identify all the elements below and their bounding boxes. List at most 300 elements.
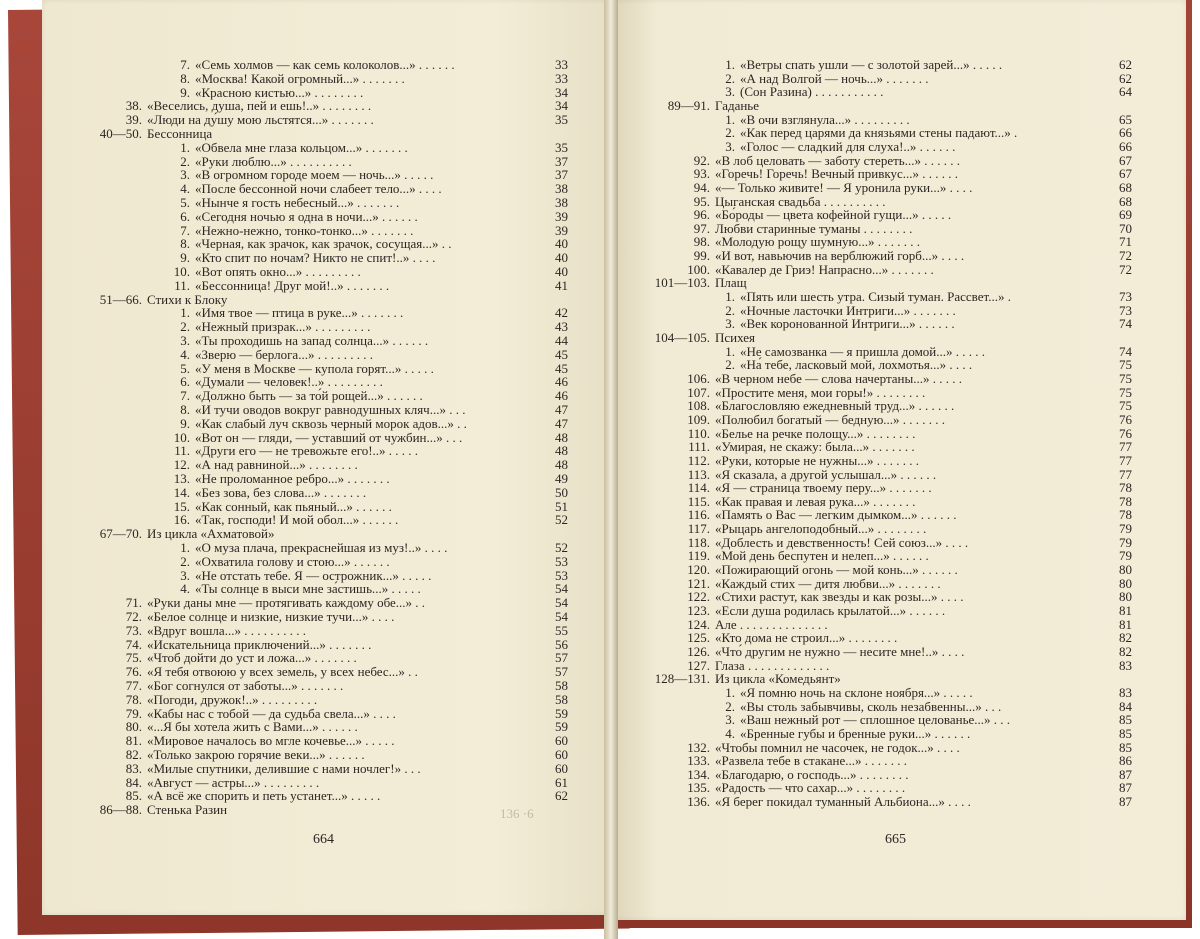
toc-entry-page: 50 bbox=[555, 484, 568, 500]
toc-entry-title: «Я сказала, а другой услышал...» . . . . . . bbox=[715, 466, 937, 482]
toc-entry-number: 83. bbox=[125, 760, 142, 776]
toc-entry-title: «Бренные губы и бренные руки...» . . . . . . bbox=[740, 725, 971, 741]
toc-entry-page: 80 bbox=[1119, 589, 1132, 605]
toc-entry-page: 53 bbox=[555, 567, 568, 583]
toc-entry-number: 3. bbox=[725, 316, 735, 332]
toc-entry-number: 71. bbox=[125, 595, 142, 611]
toc-entry-page: 58 bbox=[555, 691, 568, 707]
toc-entry-number: 15. bbox=[173, 498, 190, 514]
toc-entry-page: 76 bbox=[1119, 425, 1132, 441]
toc-entry-page: 37 bbox=[555, 153, 568, 169]
toc-entry-number: 132. bbox=[687, 739, 710, 755]
toc-entry-title: «Молодую рощу шумную...» . . . . . . . bbox=[715, 234, 920, 250]
toc-entry-number: 1. bbox=[725, 343, 735, 359]
toc-entry-number: 75. bbox=[125, 650, 142, 666]
toc-entry-title: Гаданье bbox=[715, 97, 760, 113]
toc-entry-number: 112. bbox=[687, 452, 710, 468]
book-gutter bbox=[604, 0, 618, 939]
toc-entry-title: «Благословляю ежедневный труд...» . . . . . . bbox=[715, 398, 955, 414]
toc-entry-page: 48 bbox=[555, 443, 568, 459]
toc-entry-number: 1. bbox=[180, 139, 190, 155]
toc-entry-page: 59 bbox=[555, 705, 568, 721]
toc-entry-title: «Должно быть — за то́й рощей...» . . . . . . bbox=[195, 388, 423, 404]
toc-entry-number: 126. bbox=[687, 643, 710, 659]
toc-entry-title: «Ты солнце в выси мне за́стишь...» . . . . . bbox=[195, 581, 421, 597]
toc-entry-number: 8. bbox=[180, 236, 190, 252]
toc-entry-page: 42 bbox=[555, 305, 568, 321]
toc-entry-title: «Август — астры...» . . . . . . . . . bbox=[147, 774, 320, 790]
toc-entry-number: 80. bbox=[125, 719, 142, 735]
toc-entry-title: «А над Волгой — ночь...» . . . . . . . bbox=[740, 70, 929, 86]
toc-entry-page: 64 bbox=[1119, 84, 1132, 100]
toc-entry-title: «В огромном городе моем — ночь...» . . . . . bbox=[195, 167, 434, 183]
toc-entry-page: 46 bbox=[555, 374, 568, 390]
toc-entry-title: Стихи к Блоку bbox=[147, 291, 228, 307]
toc-entry-page: 40 bbox=[555, 264, 568, 279]
toc-entry-number: 4. bbox=[180, 181, 190, 197]
toc-entry-title: «Что́ другим не нужно — несите мне!..» . . . . bbox=[715, 643, 965, 659]
toc-entry-number: 12. bbox=[173, 457, 190, 473]
toc-entry-title: «Ночные ласточки Интриги...» . . . . . . . bbox=[740, 302, 956, 318]
toc-entry-title: «Я помню ночь на склоне ноября...» . . . . . bbox=[740, 684, 973, 700]
toc-entry-page: 75 bbox=[1119, 370, 1132, 386]
toc-entry-title: Плащ bbox=[715, 275, 747, 291]
toc-entry-title: «Ваш нежный рот — сплошное целованье...» . . . bbox=[740, 712, 1011, 728]
toc-entry-number: 13. bbox=[173, 471, 190, 486]
toc-entry-number: 4. bbox=[180, 346, 190, 362]
toc-entry-title: «Чтобы помнил не часочек, не годок...» . . . . bbox=[715, 739, 960, 755]
toc-entry-page: 84 bbox=[1119, 698, 1132, 714]
toc-entry-title: «Вдруг вошла...» . . . . . . . . . . bbox=[147, 622, 306, 638]
toc-entry-title: «О муза плача, прекраснейшая из муз!..» . . . . bbox=[195, 540, 448, 555]
toc-entry-title: «Охватила голову и стою...» . . . . . . bbox=[195, 553, 390, 569]
toc-entry-number: 119. bbox=[687, 548, 710, 564]
toc-entry-title: «Если душа родилась крылатой...» . . . . . . bbox=[715, 603, 946, 618]
toc-entry-title: «Ты проходишь на запад солнца...» . . . . . . bbox=[195, 333, 429, 348]
toc-entry-page: 72 bbox=[1119, 261, 1132, 277]
toc-entry-number: 100. bbox=[687, 261, 710, 277]
toc-entry-title: «Без зова, без слова...» . . . . . . . bbox=[195, 484, 367, 500]
toc-entry-number: 2. bbox=[725, 302, 735, 318]
toc-entry-number: 9. bbox=[180, 250, 190, 266]
toc-entry-number: 2. bbox=[180, 319, 190, 335]
toc-entry-title: «Как слабый луч сквозь черный морок адов...» . . bbox=[195, 415, 467, 431]
toc-entry-page: 43 bbox=[555, 319, 568, 335]
toc-entry-number: 85. bbox=[125, 788, 142, 804]
toc-entry bbox=[72, 802, 568, 818]
toc-entry-page: 51 bbox=[555, 498, 568, 514]
toc-entry-title: «Стихи растут, как звезды и как розы...» . . . . bbox=[715, 589, 964, 605]
toc-entry-title: Бессонница bbox=[147, 126, 213, 141]
toc-entry-title: «Век коронованной Интриги...» . . . . . . bbox=[740, 316, 955, 332]
toc-entry-page: 58 bbox=[555, 678, 568, 693]
toc-entry-title: «На́ тебе, ласковый мой, лохмотья...» . . . . bbox=[740, 357, 973, 373]
toc-entry-title: «Только закрою горячие веки...» . . . . . . bbox=[147, 747, 365, 762]
toc-entry-number: 81. bbox=[125, 733, 142, 749]
toc-entry-number: 7. bbox=[180, 222, 190, 238]
toc-entry-title: «Кто спит по ночам? Никто не спит!..» . . . . bbox=[195, 250, 436, 266]
toc-entry-page: 35 bbox=[555, 139, 568, 155]
toc-entry-number: 101—103. bbox=[654, 275, 710, 291]
toc-entry-number: 9. bbox=[180, 415, 190, 431]
toc-entry-title: «И вот, навьючив на верблюжий горб...» . . . . bbox=[715, 248, 965, 264]
toc-entry-page: 34 bbox=[555, 98, 568, 114]
toc-entry-title: «Черная, как зрачок, как зрачок, сосущая...» . . bbox=[195, 236, 452, 252]
toc-entry-page: 40 bbox=[555, 236, 568, 252]
toc-entry-title: «— Только живите! — Я уронила руки...» . . . . bbox=[715, 179, 973, 195]
toc-entry-number: 94. bbox=[693, 179, 710, 195]
toc-entry-page: 79 bbox=[1119, 534, 1132, 550]
toc-entry-number: 10. bbox=[173, 429, 190, 445]
toc-entry-page: 44 bbox=[555, 333, 568, 348]
toc-entry-number: 4. bbox=[180, 581, 190, 597]
toc-entry-title: «Голос — сладкий для слуха!..» . . . . . . bbox=[740, 138, 956, 154]
toc-entry-page: 57 bbox=[555, 650, 568, 666]
toc-entry-number: 76. bbox=[125, 664, 142, 680]
toc-entry-title: «Вы столь забывчивы, сколь незабвенны...» . . . bbox=[740, 698, 1002, 714]
toc-entry-title: «Чтоб дойти до уст и ложа...» . . . . . . . bbox=[147, 650, 357, 666]
toc-entry-title: «...Я бы хотела жить с Вами...» . . . . . . bbox=[147, 719, 358, 735]
toc-entry-title: «Радость — что сахар...» . . . . . . . . bbox=[715, 780, 906, 796]
toc-entry-page: 71 bbox=[1119, 234, 1132, 250]
toc-entry-page: 45 bbox=[555, 360, 568, 376]
toc-entry-title: «Умирая, не скажу: была...» . . . . . . . bbox=[715, 439, 915, 455]
toc-entry-number: 3. bbox=[725, 84, 735, 100]
toc-entry-page: 39 bbox=[555, 208, 568, 224]
toc-entry-page: 80 bbox=[1119, 575, 1132, 591]
toc-entry-page: 52 bbox=[555, 512, 568, 528]
toc-entry-title: «Кто дома не строил...» . . . . . . . . bbox=[715, 630, 898, 646]
toc-entry-page: 52 bbox=[555, 540, 568, 555]
toc-entry-title: (Сон Разина) . . . . . . . . . . . bbox=[740, 84, 884, 100]
toc-entry-title: «Бо́роды — цвета кофейной гущи...» . . . . . bbox=[715, 207, 952, 223]
toc-entry-title: «Мой день беспутен и нелеп...» . . . . . . bbox=[715, 548, 929, 564]
toc-entry-page: 78 bbox=[1119, 480, 1132, 496]
toc-entry-title: «Думали — человек!..» . . . . . . . . . bbox=[195, 374, 383, 390]
toc-entry-title: «После бессонной ночи слабеет тело...» . . . . bbox=[195, 181, 442, 197]
toc-entry-number: 2. bbox=[725, 357, 735, 373]
toc-entry-page: 60 bbox=[555, 760, 568, 776]
toc-entry-number: 1. bbox=[180, 305, 190, 321]
toc-entry-page: 37 bbox=[555, 167, 568, 183]
toc-entry-number: 107. bbox=[687, 384, 710, 400]
toc-entry-title: «Не проломанное ребро...» . . . . . . . bbox=[195, 471, 390, 486]
toc-entry-number: 136. bbox=[687, 794, 710, 810]
toc-entry-page: 83 bbox=[1119, 684, 1132, 700]
toc-entry-number: 7. bbox=[180, 57, 190, 72]
toc-entry-page: 87 bbox=[1119, 780, 1132, 796]
toc-entry-number: 110. bbox=[687, 425, 710, 441]
toc-entry-number: 72. bbox=[125, 609, 142, 624]
toc-entry-title: «Москва! Какой огромный...» . . . . . . . bbox=[195, 70, 405, 86]
toc-entry-page: 55 bbox=[555, 622, 568, 638]
toc-entry-title: Из цикла «Ахматовой» bbox=[147, 526, 275, 542]
toc-entry-page: 87 bbox=[1119, 766, 1132, 782]
toc-entry-page: 54 bbox=[555, 595, 568, 611]
toc-entry-page: 78 bbox=[1119, 507, 1132, 523]
toc-entry-page: 73 bbox=[1119, 289, 1132, 305]
toc-entry-number: 123. bbox=[687, 603, 710, 618]
toc-entry-number: 133. bbox=[687, 753, 710, 769]
toc-entry-page: 77 bbox=[1119, 452, 1132, 468]
toc-entry-title: «Доблесть и девственность! Сей союз...» . . . . bbox=[715, 534, 969, 550]
toc-entry-title: «Искательница приключений...» . . . . . . . bbox=[147, 636, 372, 652]
toc-entry-page: 66 bbox=[1119, 138, 1132, 154]
toc-entry-number: 124. bbox=[687, 616, 710, 632]
toc-entry-number: 7. bbox=[180, 388, 190, 404]
toc-entry-number: 127. bbox=[687, 657, 710, 673]
toc-entry-number: 97. bbox=[693, 220, 710, 236]
toc-entry-number: 117. bbox=[687, 521, 710, 537]
toc-entry-title: «Бог согнулся от заботы...» . . . . . . . bbox=[147, 678, 344, 693]
toc-entry-number: 9. bbox=[180, 84, 190, 100]
toc-entry-number: 77. bbox=[125, 678, 142, 693]
toc-entry-number: 95. bbox=[693, 193, 710, 209]
toc-entry-page: 74 bbox=[1119, 343, 1132, 359]
toc-entry-page: 75 bbox=[1119, 398, 1132, 414]
toc-entry-page: 45 bbox=[555, 346, 568, 362]
toc-entry-title: Цыганская свадьба . . . . . . . . . . bbox=[715, 193, 886, 209]
toc-entry-page: 47 bbox=[555, 402, 568, 417]
toc-entry-number: 92. bbox=[693, 152, 710, 168]
toc-entry-page: 68 bbox=[1119, 179, 1132, 195]
toc-entry-number: 125. bbox=[687, 630, 710, 646]
toc-entry-title: «Нежный призрак...» . . . . . . . . . bbox=[195, 319, 371, 335]
toc-entry-number: 2. bbox=[180, 553, 190, 569]
toc-entry-title: «Погоди, дружок!..» . . . . . . . . . bbox=[147, 691, 318, 707]
toc-entry-number: 14. bbox=[173, 484, 190, 500]
toc-entry-title: «Как сонный, как пьяный...» . . . . . . bbox=[195, 498, 392, 514]
toc-entry-number: 3. bbox=[180, 333, 190, 348]
toc-entry-number: 40—50. bbox=[99, 126, 142, 141]
toc-entry-title: Любви старинные туманы . . . . . . . . bbox=[715, 220, 913, 236]
toc-entry-page: 80 bbox=[1119, 562, 1132, 578]
toc-entry-number: 3. bbox=[725, 138, 735, 154]
toc-entry-page: 74 bbox=[1119, 316, 1132, 332]
toc-entry-page: 68 bbox=[1119, 193, 1132, 209]
toc-entry-page: 38 bbox=[555, 195, 568, 210]
toc-entry-page: 81 bbox=[1119, 616, 1132, 632]
toc-entry-number: 116. bbox=[687, 507, 710, 523]
toc-entry-number: 111. bbox=[688, 439, 710, 455]
toc-entry-number: 6. bbox=[180, 374, 190, 390]
toc-entry-title: «Ветры спать ушли — с золотой зарей...» . . . . . bbox=[740, 57, 1003, 72]
toc-entry-number: 135. bbox=[687, 780, 710, 796]
toc-entry-page: 48 bbox=[555, 457, 568, 473]
toc-entry-number: 74. bbox=[125, 636, 142, 652]
toc-entry-title: «Руки даны мне — протягивать каждому обе...» . . bbox=[147, 595, 426, 611]
toc-entry-title: Стенька Разин bbox=[147, 802, 228, 818]
toc-entry-title: «Полюбил богатый — бедную...» . . . . . . . bbox=[715, 411, 946, 427]
toc-entry-page: 41 bbox=[555, 277, 568, 293]
toc-entry-title: «В очи взглянула...» . . . . . . . . . bbox=[740, 111, 910, 127]
toc-entry-title: «В черном небе — слова начертаны...» . . . . . bbox=[715, 370, 962, 386]
toc-entry-title: «Обвела мне глаза кольцом...» . . . . . . . bbox=[195, 139, 408, 155]
toc-entry-page: 75 bbox=[1119, 384, 1132, 400]
toc-entry-number: 10. bbox=[173, 264, 190, 279]
toc-entry-title: «Не самозванка — я пришла домой...» . . . . . bbox=[740, 343, 986, 359]
toc-entry-page: 72 bbox=[1119, 248, 1132, 264]
toc-entry-page: 46 bbox=[555, 388, 568, 404]
toc-entry-number: 2. bbox=[725, 70, 735, 86]
toc-entry-number: 114. bbox=[687, 480, 710, 496]
toc-entry-number: 2. bbox=[725, 698, 735, 714]
toc-entry-title: Але . . . . . . . . . . . . . . bbox=[715, 616, 828, 632]
toc-entry-number: 1. bbox=[725, 289, 735, 305]
toc-entry-number: 11. bbox=[174, 443, 190, 459]
toc-entry-page: 73 bbox=[1119, 302, 1132, 318]
toc-entry-number: 5. bbox=[180, 195, 190, 210]
toc-entry-title: «В лоб целовать — заботу стереть...» . . . . . . bbox=[715, 152, 960, 168]
toc-entry-title: «Рыцарь ангелоподобный...» . . . . . . . . bbox=[715, 521, 927, 537]
toc-entry-page: 38 bbox=[555, 181, 568, 197]
toc-entry-number: 113. bbox=[687, 466, 710, 482]
toc-entry-title: «Кабы нас с тобой — да судьба свела...» . . . . bbox=[147, 705, 396, 721]
toc-entry-page: 67 bbox=[1119, 152, 1132, 168]
toc-entry-title: «Вот он — гляди, — уставший от чужбин...» . . . bbox=[195, 429, 463, 445]
toc-entry-number: 3. bbox=[725, 712, 735, 728]
toc-entry-number: 2. bbox=[725, 125, 735, 141]
toc-entry-number: 96. bbox=[693, 207, 710, 223]
toc-entry-title: «Други его — не тревожьте его!..» . . . . . bbox=[195, 443, 419, 459]
toc-entry-page: 77 bbox=[1119, 466, 1132, 482]
toc-entry-number: 115. bbox=[687, 493, 710, 509]
toc-entry-number: 1. bbox=[180, 540, 190, 555]
toc-entry-number: 8. bbox=[180, 70, 190, 86]
toc-entry-title: «Не отстать тебе. Я — острожник...» . . . . . bbox=[195, 567, 432, 583]
toc-entry-number: 98. bbox=[693, 234, 710, 250]
toc-entry-page: 61 bbox=[555, 774, 568, 790]
right-page-number: 665 bbox=[885, 832, 906, 847]
toc-entry-number: 3. bbox=[180, 167, 190, 183]
toc-entry-title: «Я — страница твоему перу...» . . . . . . . bbox=[715, 480, 932, 496]
toc-entry-title: «У меня в Москве — купола горят...» . . . . . bbox=[195, 360, 434, 376]
toc-entry-page: 85 bbox=[1119, 739, 1132, 755]
toc-entry-number: 38. bbox=[125, 98, 142, 114]
toc-entry-title: «Я тебя отвоюю у всех земель, у всех небес...» . . bbox=[147, 664, 418, 680]
toc-entry-number: 108. bbox=[687, 398, 710, 414]
toc-entry-page: 34 bbox=[555, 84, 568, 100]
toc-entry-number: 4. bbox=[725, 725, 735, 741]
toc-entry-number: 106. bbox=[687, 370, 710, 386]
toc-entry-title: «Люди на ду́шу мою льстятся...» . . . . . . . bbox=[147, 112, 374, 128]
toc-entry-page: 70 bbox=[1119, 220, 1132, 236]
toc-entry-number: 89—91. bbox=[667, 97, 710, 113]
toc-entry-page: 83 bbox=[1119, 657, 1132, 673]
toc-entry-page: 87 bbox=[1119, 794, 1132, 810]
toc-entry-number: 3. bbox=[180, 567, 190, 583]
toc-entry-page: 39 bbox=[555, 222, 568, 238]
toc-entry-page: 69 bbox=[1119, 207, 1132, 223]
toc-entry-page: 53 bbox=[555, 553, 568, 569]
toc-entry-page: 85 bbox=[1119, 725, 1132, 741]
left-page-number: 664 bbox=[313, 832, 334, 847]
toc-entry-page: 76 bbox=[1119, 411, 1132, 427]
toc-entry-title: «Бессонница! Друг мой!..» . . . . . . . bbox=[195, 277, 390, 293]
toc-entry-page: 79 bbox=[1119, 548, 1132, 564]
toc-entry-page: 35 bbox=[555, 112, 568, 128]
bleed-through-mark: 136 ·6 bbox=[500, 806, 534, 821]
toc-entry-page: 59 bbox=[555, 719, 568, 735]
toc-entry-page: 48 bbox=[555, 429, 568, 445]
toc-entry-title: «Веселись, душа, пей и ешь!..» . . . . . . . . bbox=[147, 98, 372, 114]
toc-entry-page: 86 bbox=[1119, 753, 1132, 769]
toc-entry-number: 120. bbox=[687, 562, 710, 578]
toc-entry-title: «Горечь! Горечь! Вечный привкус...» . . . . . . bbox=[715, 166, 958, 182]
toc-entry-number: 67—70. bbox=[99, 526, 142, 542]
toc-entry-title: «Зверю — берлога...» . . . . . . . . . bbox=[195, 346, 373, 362]
toc-entry-number: 1. bbox=[725, 684, 735, 700]
toc-entry-title: «А всё же спорить и петь устанет...» . . . . . bbox=[147, 788, 381, 804]
toc-entry-title: «Красною кистью...» . . . . . . . . bbox=[195, 84, 364, 100]
toc-entry-title: «Имя твое — птица в руке...» . . . . . . . bbox=[195, 305, 404, 321]
toc-entry-title: «Как правая и левая рука...» . . . . . . . bbox=[715, 493, 916, 509]
toc-entry-page: 85 bbox=[1119, 712, 1132, 728]
toc-entry-page: 60 bbox=[555, 747, 568, 762]
toc-entry-title: Из цикла «Комедьянт» bbox=[715, 671, 841, 687]
toc-entry-page: 82 bbox=[1119, 643, 1132, 659]
toc-entry-page: 47 bbox=[555, 415, 568, 431]
toc-entry-page: 54 bbox=[555, 581, 568, 597]
toc-entry-number: 79. bbox=[125, 705, 142, 721]
toc-entry-page: 33 bbox=[555, 57, 568, 72]
toc-entry-number: 78. bbox=[125, 691, 142, 707]
toc-entry-title: «Мировое началось во мгле кочевье...» . . . . . bbox=[147, 733, 395, 749]
toc-entry-title: «Вот опять окно...» . . . . . . . . . bbox=[195, 264, 361, 279]
toc-entry-title: «Белье на речке полощу...» . . . . . . . . bbox=[715, 425, 916, 441]
toc-entry-title: «Я берег покидал туманный Альбиона...» . . . . bbox=[715, 794, 971, 810]
toc-entry-page: 60 bbox=[555, 733, 568, 749]
toc-entry-title: «Пять или шесть утра. Сизый туман. Рассвет...» . bbox=[740, 289, 1011, 305]
toc-entry-number: 104—105. bbox=[654, 330, 710, 345]
toc-entry-title: «Кавалер де Гриэ! Напрасно...» . . . . . . . bbox=[715, 261, 934, 277]
toc-entry-number: 82. bbox=[125, 747, 142, 762]
toc-entry-number: 6. bbox=[180, 208, 190, 224]
toc-entry-title: «Как перед царями да князьями стены падают...» . bbox=[740, 125, 1018, 141]
toc-entry-title: Психея bbox=[715, 330, 756, 345]
toc-entry-page: 54 bbox=[555, 609, 568, 624]
toc-entry-number: 93. bbox=[693, 166, 710, 182]
toc-entry-number: 11. bbox=[174, 277, 190, 293]
toc-entry-title: «Простите меня, мои горы!» . . . . . . . . bbox=[715, 384, 926, 400]
toc-entry-number: 128—131. bbox=[654, 671, 710, 687]
toc-entry-page: 66 bbox=[1119, 125, 1132, 141]
toc-entry-page: 78 bbox=[1119, 493, 1132, 509]
toc-entry-number: 84. bbox=[125, 774, 142, 790]
toc-entry-number: 39. bbox=[125, 112, 142, 128]
toc-entry-number: 73. bbox=[125, 622, 142, 638]
toc-entry-title: «Сегодня ночью я одна в ночи...» . . . . . . bbox=[195, 208, 418, 224]
toc-entry-number: 8. bbox=[180, 402, 190, 417]
toc-entry-title: «Благодарю, о господь...» . . . . . . . . bbox=[715, 766, 909, 782]
toc-entry-title: «Нынче я гость небесный...» . . . . . . . bbox=[195, 195, 400, 210]
toc-entry-page: 33 bbox=[555, 70, 568, 86]
toc-entry-number: 86—88. bbox=[99, 802, 142, 818]
toc-entry-page: 62 bbox=[555, 788, 568, 804]
toc-entry-number: 109. bbox=[687, 411, 710, 427]
toc-entry-number: 1. bbox=[725, 57, 735, 72]
toc-entry-title: «Каждый стих — дитя любви...» . . . . . . . bbox=[715, 575, 941, 591]
toc-entry-number: 5. bbox=[180, 360, 190, 376]
toc-entry-page: 40 bbox=[555, 250, 568, 266]
toc-entry-page: 75 bbox=[1119, 357, 1132, 373]
toc-entry-number: 134. bbox=[687, 766, 710, 782]
toc-entry-page: 49 bbox=[555, 471, 568, 486]
toc-entry-title: «Белое солнце и низкие, низкие тучи...» . . . . bbox=[147, 609, 395, 624]
toc-entry-number: 122. bbox=[687, 589, 710, 605]
toc-entry-title: «Милые спутники, делившие с нами ночлег!» . . . bbox=[147, 760, 421, 776]
toc-entry-number: 1. bbox=[725, 111, 735, 127]
